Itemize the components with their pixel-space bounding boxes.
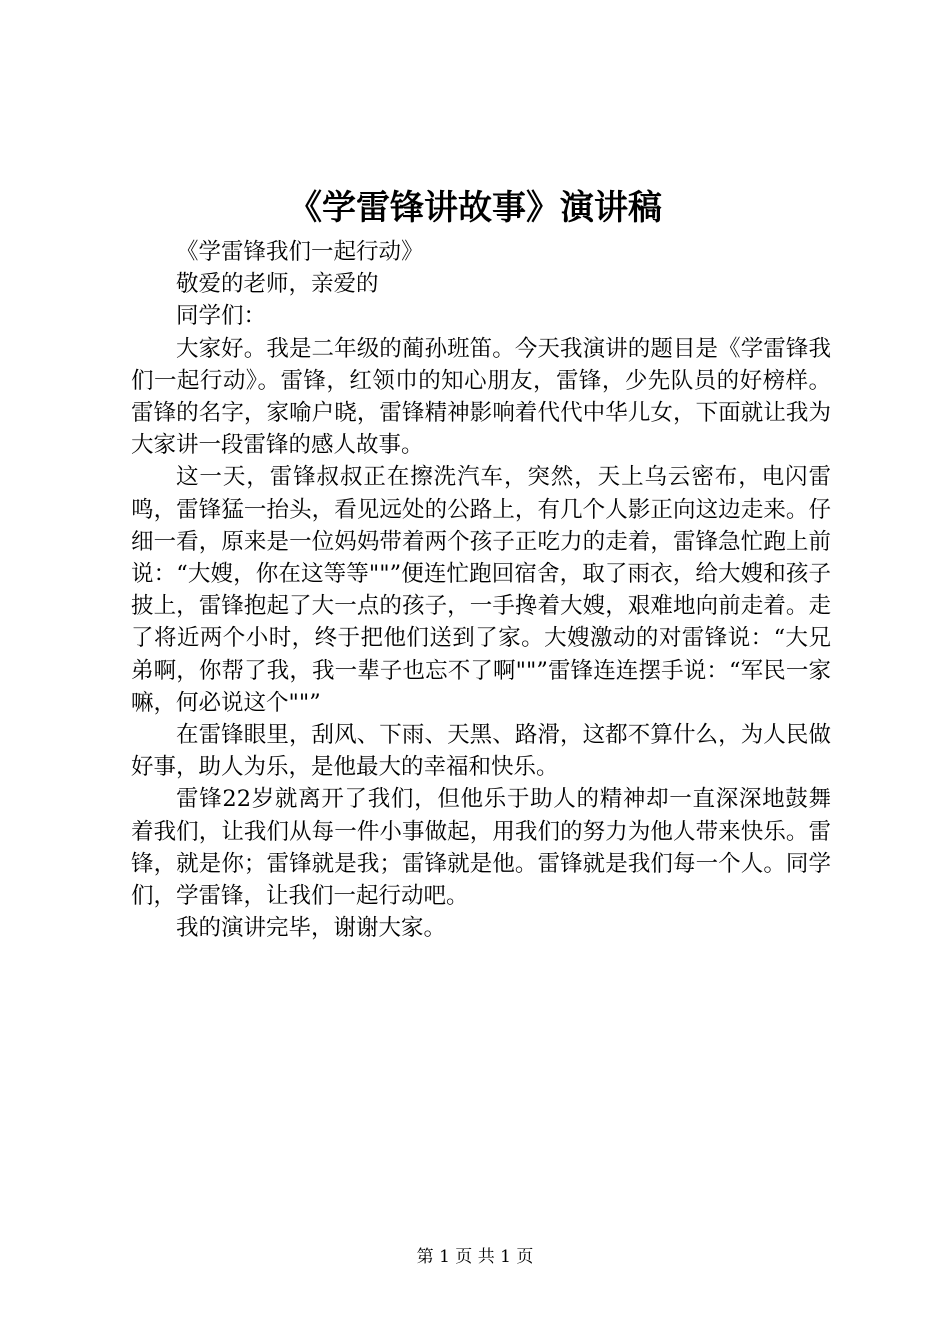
- page-number-footer: 第 1 页 共 1 页: [416, 1247, 534, 1267]
- paragraph-greeting: 敬爱的老师，亲爱的: [176, 271, 379, 298]
- document-body: [131, 236, 831, 944]
- paragraph-speech-subtitle: 《学雷锋我们一起行动》: [176, 239, 424, 265]
- page-title: 《学雷锋讲故事》演讲稿: [288, 188, 662, 228]
- paragraph-story: 这一天，雷锋叔叔正在擦洗汽车，突然，天上乌云密布，电闪雷鸣，雷锋猛一抬头，看见远处的公路上，有几个人影正向这边走来。仔细一看，原来是一位妈妈带着两个孩子正吃力的走着，雷锋急忙跑上前说：“大嫂，你在这等等""”便连忙跑回宿舍，取了雨衣，给大嫂和孩子披上，雷锋抱起了大一点的孩子，一手搀着大嫂，艰难地向前走着。走了将近两个小时，终于把他们送到了家。大嫂激动的对雷锋说：“大兄弟啊，你帮了我，我一辈子也忘不了啊""”雷锋连连摆手说：“军民一家嘛，何必说这个""”: [131, 464, 831, 716]
- paragraph-call-to-action: 雷锋22岁就离开了我们，但他乐于助人的精神却一直深深地鼓舞着我们，让我们从每一件小事做起，用我们的努力为他人带来快乐。雷锋，就是你；雷锋就是我；雷锋就是他。雷锋就是我们每一个人。同学们，学雷锋，让我们一起行动吧。: [131, 786, 831, 910]
- paragraph-salutation: 同学们：: [176, 303, 267, 330]
- paragraph-introduction: 大家好。我是二年级的蔺孙班笛。今天我演讲的题目是《学雷锋我们一起行动》。雷锋，红领巾的知心朋友，雷锋，少先队员的好榜样。雷锋的名字，家喻户晓，雷锋精神影响着代代中华儿女，下面就让我为大家讲一段雷锋的感人故事。: [131, 335, 831, 459]
- paragraph-reflection: 在雷锋眼里，刮风、下雨、天黑、路滑，这都不算什么，为人民做好事，助人为乐，是他最大的幸福和快乐。: [131, 722, 831, 781]
- paragraph-closing: 我的演讲完毕，谢谢大家。: [176, 915, 447, 942]
